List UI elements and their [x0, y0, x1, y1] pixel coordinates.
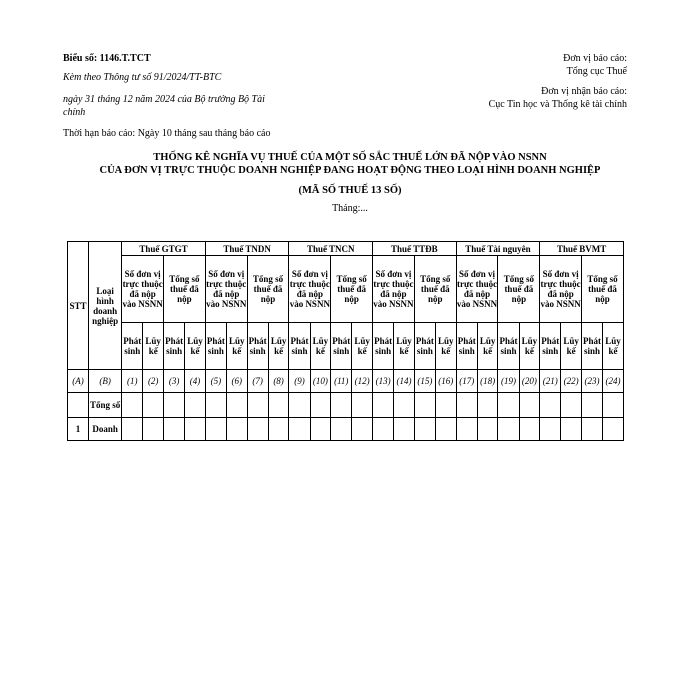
leaf-header-cumulative: Lũy kế: [268, 323, 289, 370]
leaf-header-arising: Phát sinh: [373, 323, 394, 370]
table-row: [68, 418, 624, 441]
column-number: (11): [331, 370, 352, 393]
data-cell: [226, 393, 247, 418]
data-cell: [561, 393, 582, 418]
column-number: (22): [561, 370, 582, 393]
subheader-units: Số đơn vị trực thuộc đã nộp vào NSNN: [540, 256, 582, 323]
column-number: (3): [164, 370, 185, 393]
subheader-total: Tổng số thuế đã nộp: [247, 256, 289, 323]
table-header-row-groups: [68, 242, 624, 256]
receiving-unit-label: Đơn vị nhận báo cáo:: [541, 86, 627, 97]
column-number: (1): [122, 370, 143, 393]
total-row: [68, 393, 624, 418]
subheader-total: Tổng số thuế đã nộp: [164, 256, 206, 323]
leaf-header-cumulative: Lũy kế: [310, 323, 331, 370]
data-cell: [268, 393, 289, 418]
leaf-header-cumulative: Lũy kế: [435, 323, 456, 370]
row-stt: 1: [68, 418, 89, 441]
data-cell: [164, 418, 185, 441]
leaf-header-arising: Phát sinh: [540, 323, 561, 370]
leaf-header-arising: Phát sinh: [289, 323, 310, 370]
data-cell: [331, 393, 352, 418]
leaf-header-cumulative: Lũy kế: [519, 323, 540, 370]
group-tndn: Thuế TNDN: [205, 242, 289, 256]
column-number: (12): [352, 370, 373, 393]
leaf-header-cumulative: Lũy kế: [352, 323, 373, 370]
data-cell: [247, 418, 268, 441]
leaf-header-cumulative: Lũy kế: [603, 323, 624, 370]
data-cell: [247, 393, 268, 418]
subheader-total: Tổng số thuế đã nộp: [582, 256, 624, 323]
leaf-header-arising: Phát sinh: [122, 323, 143, 370]
leaf-header-cumulative: Lũy kế: [143, 323, 164, 370]
data-cell: [498, 393, 519, 418]
column-number: (8): [268, 370, 289, 393]
group-tncn: Thuế TNCN: [289, 242, 373, 256]
date-line-2: chính: [63, 107, 86, 118]
data-cell: [122, 418, 143, 441]
total-stt-cell: [68, 393, 89, 418]
leaf-header-arising: Phát sinh: [164, 323, 185, 370]
data-cell: [122, 393, 143, 418]
column-number: (6): [226, 370, 247, 393]
data-cell: [456, 393, 477, 418]
data-cell: [331, 418, 352, 441]
column-number: (10): [310, 370, 331, 393]
column-number: (21): [540, 370, 561, 393]
column-number: (17): [456, 370, 477, 393]
data-cell: [540, 393, 561, 418]
subheader-total: Tổng số thuế đã nộp: [414, 256, 456, 323]
subheader-units: Số đơn vị trực thuộc đã nộp vào NSNN: [122, 256, 164, 323]
report-title-line-1: THỐNG KÊ NGHĨA VỤ THUẾ CỦA MỘT SỐ SẮC THUẾ LỚN ĐÃ NỘP VÀO NSNN: [153, 152, 547, 163]
data-cell: [498, 418, 519, 441]
leaf-header-cumulative: Lũy kế: [561, 323, 582, 370]
reporting-unit-label: Đơn vị báo cáo:: [563, 53, 627, 64]
report-month: Tháng:...: [332, 203, 368, 214]
data-cell: [603, 393, 624, 418]
data-cell: [310, 418, 331, 441]
row-label: Doanh: [89, 418, 122, 441]
column-number: (7): [247, 370, 268, 393]
data-cell: [185, 418, 206, 441]
data-cell: [456, 418, 477, 441]
date-line-1: ngày 31 tháng 12 năm 2024 của Bộ trưởng Bộ Tài: [63, 94, 265, 105]
data-cell: [477, 393, 498, 418]
data-cell: [143, 393, 164, 418]
subheader-total: Tổng số thuế đã nộp: [331, 256, 373, 323]
column-number: (24): [603, 370, 624, 393]
column-number: (16): [435, 370, 456, 393]
subheader-units: Số đơn vị trực thuộc đã nộp vào NSNN: [373, 256, 415, 323]
group-ttdb: Thuế TTĐB: [373, 242, 457, 256]
leaf-header-arising: Phát sinh: [498, 323, 519, 370]
leaf-header-arising: Phát sinh: [247, 323, 268, 370]
data-cell: [519, 393, 540, 418]
attached-circular: Kèm theo Thông tư số 91/2024/TT-BTC: [63, 72, 222, 83]
data-cell: [352, 418, 373, 441]
receiving-unit: Cục Tin học và Thống kê tài chính: [488, 99, 627, 110]
leaf-header-cumulative: Lũy kế: [226, 323, 247, 370]
data-cell: [477, 418, 498, 441]
column-number: (19): [498, 370, 519, 393]
leaf-header-cumulative: Lũy kế: [185, 323, 206, 370]
column-number: (13): [373, 370, 394, 393]
data-cell: [289, 418, 310, 441]
subheader-units: Số đơn vị trực thuộc đã nộp vào NSNN: [205, 256, 247, 323]
leaf-header-arising: Phát sinh: [414, 323, 435, 370]
column-number: (B): [89, 370, 122, 393]
form-number: Biểu số: 1146.T.TCT: [63, 53, 151, 64]
report-title-line-3: (MÃ SỐ THUẾ 13 SỐ): [298, 185, 402, 196]
leaf-header-cumulative: Lũy kế: [394, 323, 415, 370]
column-number: (20): [519, 370, 540, 393]
data-cell: [373, 393, 394, 418]
data-cell: [185, 393, 206, 418]
data-cell: [268, 418, 289, 441]
data-cell: [289, 393, 310, 418]
total-label: Tổng số: [89, 393, 122, 418]
stt-header: STT: [68, 242, 89, 370]
data-cell: [394, 393, 415, 418]
column-number: (2): [143, 370, 164, 393]
data-cell: [435, 418, 456, 441]
subheader-units: Số đơn vị trực thuộc đã nộp vào NSNN: [289, 256, 331, 323]
data-cell: [143, 418, 164, 441]
data-cell: [394, 418, 415, 441]
column-number: (15): [414, 370, 435, 393]
data-cell: [205, 418, 226, 441]
data-cell: [540, 418, 561, 441]
column-number: (14): [394, 370, 415, 393]
group-bvmt: Thuế BVMT: [540, 242, 624, 256]
data-cell: [164, 393, 185, 418]
column-number: (A): [68, 370, 89, 393]
leaf-header-arising: Phát sinh: [205, 323, 226, 370]
data-cell: [519, 418, 540, 441]
column-number: (5): [205, 370, 226, 393]
data-cell: [352, 393, 373, 418]
subheader-units: Số đơn vị trực thuộc đã nộp vào NSNN: [456, 256, 498, 323]
data-cell: [582, 393, 603, 418]
report-table: [67, 241, 624, 441]
column-number: (23): [582, 370, 603, 393]
data-cell: [561, 418, 582, 441]
data-cell: [310, 393, 331, 418]
report-title-line-2: CỦA ĐƠN VỊ TRỰC THUỘC DOANH NGHIỆP ĐANG HOẠT ĐỘNG THEO LOẠI HÌNH DOANH NGHIỆP: [99, 165, 601, 176]
leaf-header-arising: Phát sinh: [582, 323, 603, 370]
table-header-row-leaf: [68, 323, 624, 370]
report-deadline: Thời hạn báo cáo: Ngày 10 tháng sau tháng báo cáo: [63, 128, 271, 139]
enterprise-type-header: Loại hình doanh nghiệp: [89, 242, 122, 370]
data-cell: [373, 418, 394, 441]
subheader-total: Tổng số thuế đã nộp: [498, 256, 540, 323]
data-cell: [435, 393, 456, 418]
leaf-header-arising: Phát sinh: [456, 323, 477, 370]
data-cell: [414, 418, 435, 441]
data-cell: [414, 393, 435, 418]
data-cell: [603, 418, 624, 441]
table-header-row-subgroups: [68, 256, 624, 323]
data-cell: [205, 393, 226, 418]
group-resource-tax: Thuế Tài nguyên: [456, 242, 540, 256]
leaf-header-arising: Phát sinh: [331, 323, 352, 370]
leaf-header-cumulative: Lũy kế: [477, 323, 498, 370]
data-cell: [582, 418, 603, 441]
column-number-row: [68, 370, 624, 393]
group-gtgt: Thuế GTGT: [122, 242, 206, 256]
column-number: (18): [477, 370, 498, 393]
reporting-unit: Tổng cục Thuế: [566, 66, 627, 77]
data-cell: [226, 418, 247, 441]
column-number: (9): [289, 370, 310, 393]
column-number: (4): [185, 370, 206, 393]
